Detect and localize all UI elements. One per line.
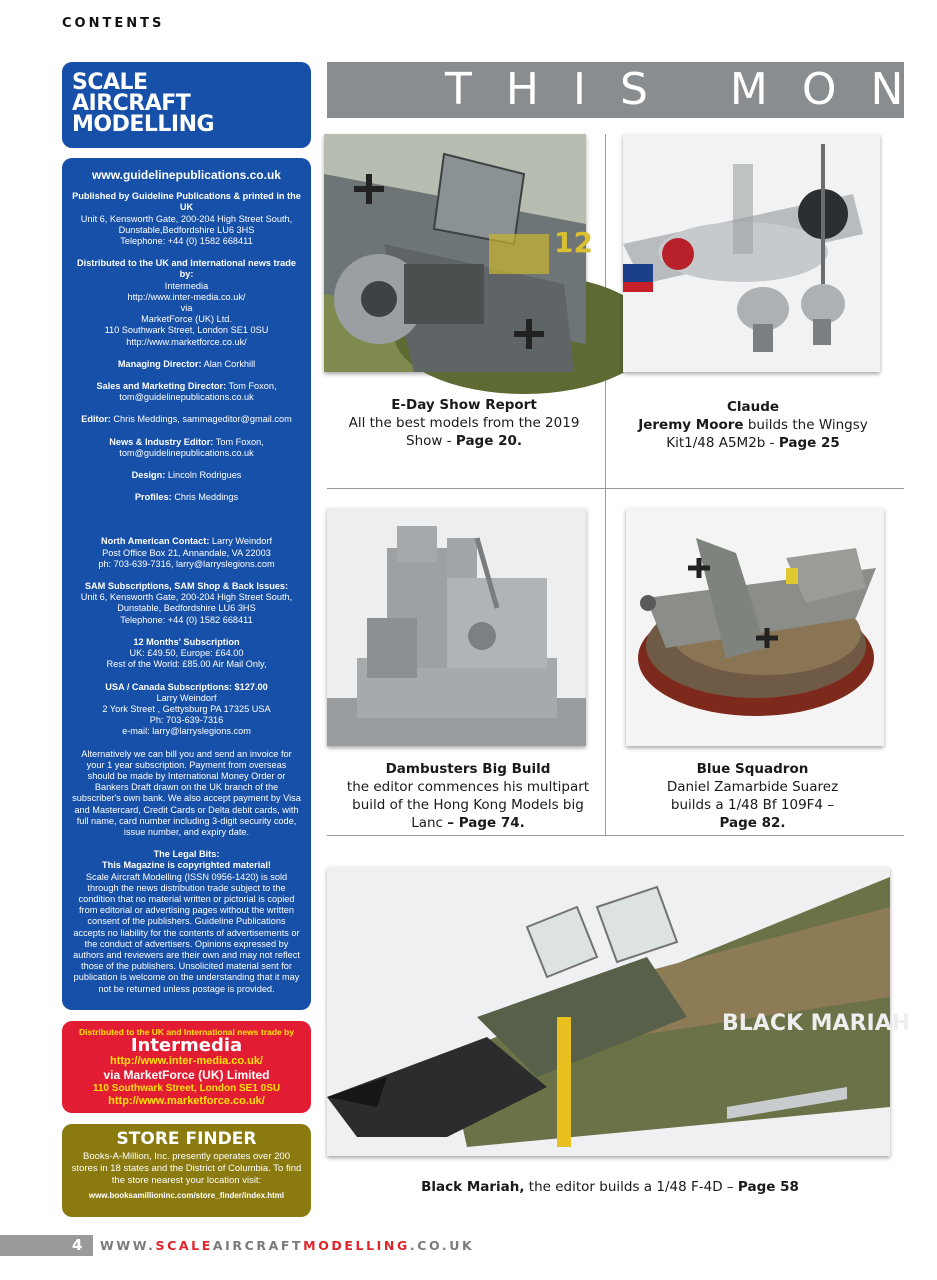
distribution-ad-address: 110 Southwark Street, London SE1 0SU — [92, 1083, 281, 1094]
section-label: CONTENTS — [62, 16, 165, 31]
usa-name: Larry Weindorf — [156, 692, 217, 703]
distribution-ad — [62, 1021, 311, 1113]
publisher-url[interactable]: www.guidelinepublications.co.uk — [92, 168, 281, 182]
caption-dambusters-page[interactable]: – Page 74. — [447, 815, 525, 831]
this-month-banner — [327, 62, 937, 118]
sam-label: SAM Subscriptions, SAM Shop & Back Issues: — [84, 581, 289, 592]
caption-black-mariah-page[interactable]: Page 58 — [737, 1179, 799, 1195]
published-phone: Telephone: +44 (0) 1582 668411 — [120, 236, 253, 247]
this-month-title: THIS MON — [445, 64, 937, 115]
logo-line-3: MODELLING — [72, 112, 215, 137]
caption-claude-text: builds the Wingsy Kit1/48 A5M2b - — [666, 417, 868, 451]
sam-phone: Telephone: +44 (0) 1582 668411 — [120, 614, 253, 625]
design-label: Design: — [131, 470, 166, 481]
caption-claude-page[interactable]: Page 25 — [778, 435, 840, 451]
publisher-block — [72, 191, 301, 247]
row-divider-1 — [327, 488, 904, 489]
profiles-label: Profiles: — [134, 492, 172, 503]
distributed-line-2[interactable]: http://www.inter-media.co.uk/ — [127, 291, 246, 302]
profiles-name: Chris Meddings — [171, 492, 239, 503]
published-label: Published by Guideline Publications & printed in the UK — [72, 191, 301, 213]
photo-black-mariah[interactable] — [327, 867, 911, 1156]
distribution-ad-small: Distributed to the UK and International news trade by — [79, 1027, 294, 1037]
managing-director — [72, 359, 301, 370]
design-name: Lincoln Rodrigues — [165, 470, 242, 481]
sales-name: Tom Foxon, — [226, 381, 277, 392]
logo-line-1: SCALE — [72, 70, 148, 95]
footer-url-tld: .CO.UK — [409, 1238, 475, 1253]
news-name: Tom Foxon, — [213, 436, 264, 447]
caption-eday-text: All the best models from the 2019 Show - — [348, 415, 580, 449]
photo-claude[interactable] — [623, 134, 880, 372]
caption-blue-squadron — [660, 760, 845, 832]
usa-subscriptions — [72, 682, 301, 738]
caption-eday — [332, 396, 596, 450]
sales-director — [72, 381, 301, 403]
md-name: Alan Corkhill — [201, 358, 256, 369]
store-finder — [62, 1124, 311, 1217]
logo-line-2: AIRCRAFT — [72, 91, 191, 116]
sub-row: Rest of the World: £85.00 Air Mail Only, — [106, 659, 267, 670]
distributed-label: Distributed to the UK and International news trade by: — [77, 258, 296, 280]
usa-phone: Ph: 703-639-7316 — [149, 715, 224, 726]
sales-email[interactable]: tom@guidelinepublications.co.uk — [119, 392, 254, 403]
distribution-ad-link-2[interactable]: http://www.marketforce.co.uk/ — [108, 1095, 265, 1107]
news-email[interactable]: tom@guidelinepublications.co.uk — [119, 447, 254, 458]
legal-label: The Legal Bits: — [153, 849, 220, 860]
store-finder-desc: Books-A-Million, Inc. presently operates over 200 stores in 18 states and the District of Columbia. To find the store nearest your location visit: — [71, 1151, 302, 1186]
na-name: Larry Weindorf — [209, 536, 273, 547]
footer-url-modelling: MODELLING — [303, 1238, 410, 1253]
editor-name: Chris Meddings, sammageditor@gmail.com — [110, 414, 292, 425]
distribution-ad-link-1[interactable]: http://www.inter-media.co.uk/ — [110, 1055, 263, 1067]
caption-eday-title: E-Day Show Report — [391, 397, 537, 413]
usa-address: 2 York Street , Gettysburg PA 17325 USA — [102, 703, 271, 714]
usa-label: USA / Canada Subscriptions: $127.00 — [105, 681, 268, 692]
na-label: North American Contact: — [100, 536, 210, 547]
caption-black-mariah-text: the editor builds a 1/48 F-4D – — [524, 1179, 738, 1195]
legal-sub: This Magazine is copyrighted material! — [102, 860, 271, 871]
north-american-contact — [72, 536, 301, 570]
caption-black-mariah-title: Black Mariah, — [421, 1179, 525, 1195]
page-number: 4 — [72, 1236, 83, 1254]
distribution-ad-via: via MarketForce (UK) Limited — [103, 1068, 270, 1082]
masthead-info — [62, 158, 311, 1010]
sub-label: 12 Months' Subscription — [133, 636, 240, 647]
caption-claude-title: Claude — [726, 399, 780, 415]
photo-dambusters[interactable] — [327, 508, 586, 746]
caption-blue-squadron-text: Daniel Zamarbide Suarez builds a 1/48 Bf 109F4 – — [666, 779, 839, 813]
photo-blue-squadron[interactable] — [626, 508, 884, 746]
caption-blue-squadron-page[interactable]: Page 82. — [719, 815, 786, 831]
news-label: News & Industry Editor: — [109, 436, 214, 447]
sub-uk: UK: £49.50, Europe: £64.00 — [129, 648, 244, 659]
distributed-line-4: MarketForce (UK) Ltd. — [141, 314, 232, 325]
distributed-line-3: via — [180, 303, 193, 314]
magazine-logo — [62, 62, 311, 148]
caption-dambusters — [338, 760, 598, 832]
editor — [72, 414, 301, 425]
distributed-line-1: Intermedia — [164, 280, 209, 291]
caption-claude — [626, 398, 880, 452]
footer-url-aircraft: AIRCRAFT — [212, 1238, 304, 1253]
na-address: Post Office Box 21, Annandale, VA 22003 — [102, 547, 271, 558]
spacer — [72, 514, 301, 536]
caption-dambusters-title: Dambusters Big Build — [385, 761, 551, 777]
legal-block — [72, 849, 301, 995]
news-editor — [72, 437, 301, 459]
store-finder-link[interactable]: www.booksamillioninc.com/store_finder/index.html — [88, 1191, 285, 1200]
distribution-block — [72, 258, 301, 348]
footer-url-www: WWW. — [100, 1238, 156, 1253]
column-divider — [605, 134, 606, 836]
row-divider-2 — [327, 835, 904, 836]
sam-subscriptions — [72, 581, 301, 626]
design-credit — [72, 470, 301, 481]
store-finder-title: STORE FINDER — [116, 1129, 257, 1149]
na-phone: ph: 703-639-7316, larry@larryslegions.com — [98, 558, 275, 569]
legal-text: Scale Aircraft Modelling (ISSN 0956-1420) is sold through the news distribution trade subject to the condition that no material written or pictorial is copied from editorial or advertising pages without the written consent of the publishers. Guideline Publications accepts no liability for the contents of advertisements or the conduct of advertisers. Opinions expressed by authors and reviewers are their own and may not reflect those of the publishers. Unsolicited material sent for publication is welcome on the understanding that it may not be returned unless postage is provided. — [73, 871, 300, 994]
subscription-prices — [72, 637, 301, 671]
distributed-line-5: 110 Southwark Street, London SE1 0SU — [104, 325, 269, 336]
sales-label: Sales and Marketing Director: — [96, 381, 227, 392]
caption-eday-page[interactable]: Page 20. — [455, 433, 522, 449]
footer-url[interactable] — [100, 1237, 474, 1255]
caption-dambusters-text: the editor commences his multipart build of the Hong Kong Models big Lanc — [346, 779, 590, 831]
usa-email[interactable]: e-mail: larry@larryslegions.com — [122, 726, 251, 737]
svg-text:12: 12 — [554, 226, 593, 259]
distribution-ad-brand: Intermedia — [130, 1035, 243, 1056]
caption-blue-squadron-title: Blue Squadron — [696, 761, 809, 777]
profiles-credit — [72, 492, 301, 503]
sam-address: Unit 6, Kensworth Gate, 200-204 High Street South, Dunstable, Bedfordshire LU6 3HS — [80, 592, 293, 614]
caption-claude-author: Jeremy Moore — [638, 417, 744, 433]
caption-black-mariah — [350, 1178, 870, 1196]
editor-label: Editor: — [81, 414, 111, 425]
footer-url-scale: SCALE — [155, 1238, 213, 1253]
distributed-line-6[interactable]: http://www.marketforce.co.uk/ — [126, 336, 247, 347]
nose-art-text: BLACK MARIAH — [722, 1011, 911, 1036]
published-address: Unit 6, Kensworth Gate, 200-204 High Street South, Dunstable,Bedfordshire LU6 3HS — [80, 213, 293, 235]
md-label: Managing Director: — [117, 358, 202, 369]
billing-text: Alternatively we can bill you and send an invoice for your 1 year subscription. Payment from overseas should be made by International Money Order or Bankers Draft drawn on the UK branch of the subscriber's own bank. We also accept payment by Visa and Mastercard, Credit Cards or Delta debit cards, with full name, card number including 3-digit security code, issue number, and expiry date. — [72, 748, 301, 837]
photo-eday-show[interactable] — [324, 134, 593, 372]
